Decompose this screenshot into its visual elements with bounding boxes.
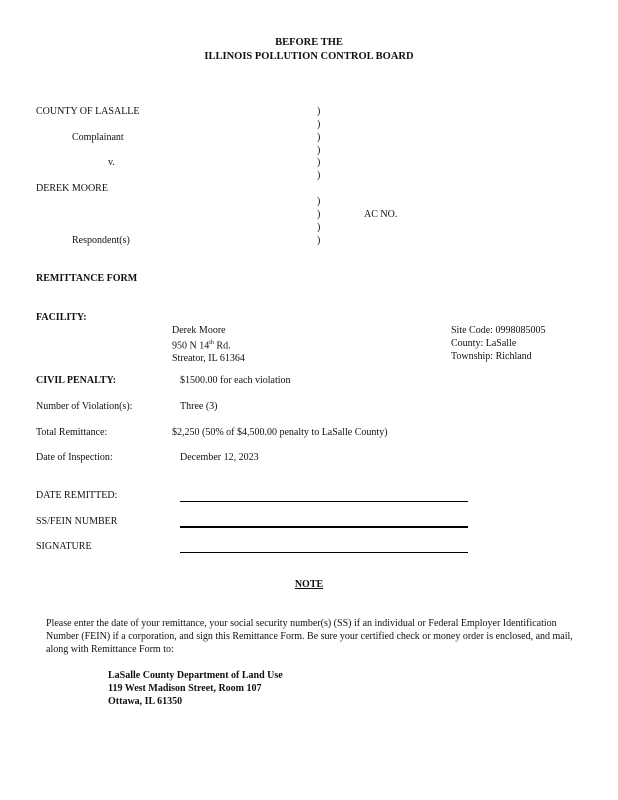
caption-paren: ) (317, 119, 321, 130)
date-remitted-label: DATE REMITTED: (36, 490, 118, 501)
complainant-party: COUNTY OF LASALLE (36, 106, 140, 117)
caption-paren: ) (317, 170, 321, 181)
caption-paren: ) (317, 235, 321, 246)
complainant-label: Complainant (72, 132, 124, 143)
facility-label: FACILITY: (36, 312, 87, 323)
note-title: NOTE (294, 579, 324, 590)
civil-penalty-label: CIVIL PENALTY: (36, 375, 117, 386)
address-line1: LaSalle County Department of Land Use (108, 670, 283, 681)
facility-address (172, 324, 245, 365)
inspection-date-value: December 12, 2023 (180, 452, 259, 463)
site-code: Site Code: 0998085005 (451, 325, 546, 336)
caption-paren: ) (317, 196, 321, 207)
facility-name: Derek Moore (172, 325, 226, 336)
address-line3: Ottawa, IL 61350 (108, 696, 183, 707)
caption-paren: ) (317, 222, 321, 233)
signature-line[interactable] (180, 552, 468, 553)
facility-street: 950 N 14th Rd. (172, 340, 231, 352)
respondent-party: DEREK MOORE (36, 183, 108, 194)
total-remittance-value: $2,250 (50% of $4,500.00 penalty to LaSalle County) (172, 427, 388, 438)
address-line2: 119 West Madison Street, Room 107 (108, 683, 262, 694)
facility-site-info (451, 324, 545, 363)
violations-value: Three (3) (180, 401, 218, 412)
remittance-form-title: REMITTANCE FORM (36, 273, 138, 284)
total-remittance-label: Total Remittance: (36, 427, 108, 438)
county: County: LaSalle (451, 338, 517, 349)
signature-label: SIGNATURE (36, 541, 92, 552)
ac-no-label: AC NO. (364, 209, 398, 220)
mailing-address (108, 669, 283, 708)
caption-paren: ) (317, 145, 321, 156)
board-heading-line2: ILLINOIS POLLUTION CONTROL BOARD (204, 51, 414, 62)
caption-paren: ) (317, 106, 321, 117)
respondent-label: Respondent(s) (72, 235, 130, 246)
date-remitted-line[interactable] (180, 501, 468, 502)
ss-fein-line[interactable] (180, 526, 468, 528)
note-body: Please enter the date of your remittance, your social security number(s) (SS) if an individual or Federal Employer Identification Number (FEIN) if a corporation, and sign this Remittance Form. Be sure your certified check or money order is enclosed, and mail, along with Remittance Form to: (46, 618, 573, 655)
ss-fein-label: SS/FEIN NUMBER (36, 516, 118, 527)
township: Township: Richland (451, 351, 532, 362)
caption-paren: ) (317, 157, 321, 168)
civil-penalty-value: $1500.00 for each violation (180, 375, 291, 386)
violations-label: Number of Violation(s): (36, 401, 133, 412)
caption-paren: ) (317, 209, 321, 220)
inspection-date-label: Date of Inspection: (36, 452, 113, 463)
caption-paren: ) (317, 132, 321, 143)
board-heading-line1: BEFORE THE (275, 37, 343, 48)
versus-label: v. (108, 157, 115, 168)
facility-city: Streator, IL 61364 (172, 353, 245, 365)
